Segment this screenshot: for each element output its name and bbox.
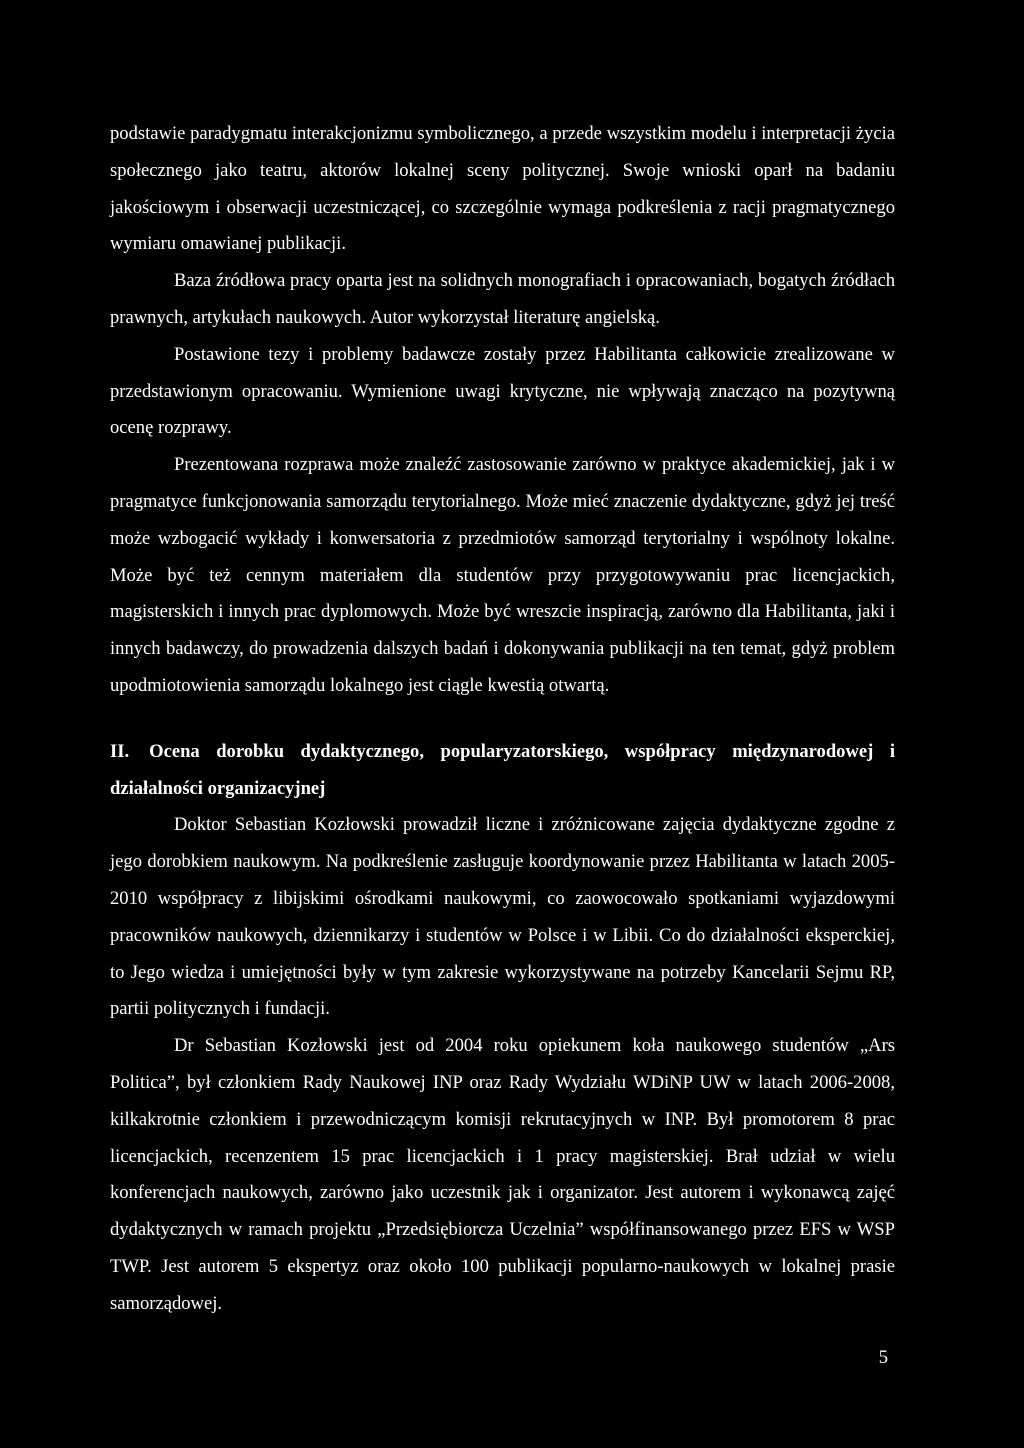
section-heading [110, 734, 895, 808]
paragraph-teaching: Doktor Sebastian Kozłowski prowadził liczne i zróżnicowane zajęcia dydaktyczne zgodne z jego dorobkiem naukowym. Na podkreślenie zasługuje koordynowanie przez Habilitanta w latach 2005-2010 współpracy z libijskimi ośrodkami naukowymi, co zaowocowało spotkaniami wyjazdowymi pracowników naukowych, dziennikarzy i studentów w Polsce i w Libii. Co do działalności eksperckiej, to Jego wiedza i umiejętności były w tym zakresie wykorzystywane na potrzeby Kancelarii Sejmu RP, partii politycznych i fundacji. [110, 814, 895, 1020]
paragraph-application: Prezentowana rozprawa może znaleźć zastosowanie zarówno w praktyce akademickiej, jak i w pragmatyce funkcjonowania samorządu terytorialnego. Może mieć znaczenie dydaktyczne, gdyż jej treść może wzbogacić wykłady i konwersatoria z przedmiotów samorząd terytorialny i wspólnoty lokalne. Może być też cennym materiałem dla studentów przy przygotowywaniu prac licencjackich, magisterskich i innych prac dyplomowych. Może być wreszcie inspiracją, zarówno dla Habilitanta, jaki i innych badawczy, do prowadzenia dalszych badań i dokonywania publikacji na ten temat, gdyż problem upodmiotowienia samorządu lokalnego jest ciągle kwestią otwartą. [110, 454, 895, 696]
paragraph-source-base: Baza źródłowa pracy oparta jest na solidnych monografiach i opracowaniach, bogatych źródłach prawnych, artykułach naukowych. Autor wykorzystał literaturę angielską. [110, 270, 895, 328]
paragraph-theses: Postawione tezy i problemy badawcze zostały przez Habilitanta całkowicie zrealizowane w przedstawionym opracowaniu. Wymienione uwagi krytyczne, nie wpływają znacząco na pozytywną ocenę rozprawy. [110, 343, 895, 439]
section-heading-title: Ocena dorobku dydaktycznego, popularyzatorskiego, współpracy międzynarodowej i działalności organizacyjnej [110, 740, 895, 799]
document-body [110, 116, 895, 1323]
paragraph-model-interpretation: podstawie paradygmatu interakcjonizmu symbolicznego, a przede wszystkim modelu i interpretacji życia społecznego jako teatru, aktorów lokalnej sceny politycznej. Swoje wnioski oparł na badaniu jakościowym i obserwacji uczestniczącej, co szczególnie wymaga podkreślenia z racji pragmatycznego wymiaru omawianej publikacji. [110, 123, 895, 255]
page-number: 5 [878, 1347, 888, 1368]
paragraph-organizational: Dr Sebastian Kozłowski jest od 2004 roku opiekunem koła naukowego studentów „Ars Politica”, był członkiem Rady Naukowej INP oraz Rady Wydziału WDiNP UW w latach 2006-2008, kilkakrotnie członkiem i przewodniczącym komisji rekrutacyjnych w INP. Był promotorem 8 prac licencjackich, recenzentem 15 prac licencjackich i 1 pracy magisterskiej. Brał udział w wielu konferencjach naukowych, zarówno jako uczestnik jak i organizator. Jest autorem i wykonawcą zajęć dydaktycznych w ramach projektu „Przedsiębiorcza Uczelnia” współfinansowanego przez EFS w WSP TWP. Jest autorem 5 ekspertyz oraz około 100 publikacji popularno-naukowych w lokalnej prasie samorządowej. [110, 1035, 895, 1314]
section-heading-number: II. [110, 740, 130, 762]
